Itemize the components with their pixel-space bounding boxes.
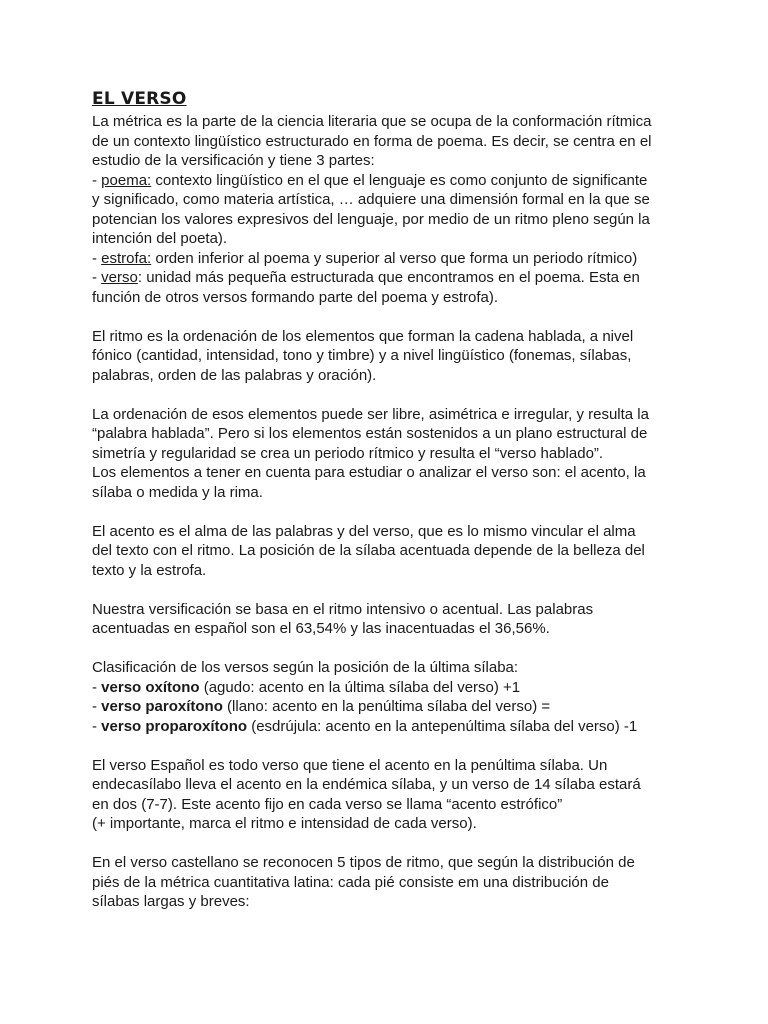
text-line: El ritmo es la ordenación de los elementos que forman la cadena hablada, a nivel	[92, 327, 634, 345]
paragraph-gap	[92, 580, 678, 600]
versificacion-paragraph	[92, 600, 678, 639]
paragraph-gap	[92, 307, 678, 327]
text-line: y significado, como materia artística, … adquiere una dimensión formal en la que se	[92, 191, 650, 208]
text-segment: contexto lingüístico en el que el lenguaje es como conjunto de significante	[151, 171, 648, 189]
text-line: del texto con el ritmo. La posición de la sílaba acentuada depende de la belleza del	[92, 542, 645, 559]
term-proparoxitono: verso proparoxítono	[101, 717, 248, 735]
text-line: endecasílabo lleva el acento en la endémica sílaba, y un verso de 14 sílaba estará	[92, 776, 641, 793]
text-line: El acento es el alma de las palabras y del verso, que es lo mismo vincular el alma	[92, 522, 636, 540]
list-dash: -	[92, 678, 102, 696]
document-page	[92, 88, 678, 912]
part-verso	[92, 268, 678, 288]
list-item	[92, 717, 678, 737]
part-poema	[92, 171, 678, 191]
term-paroxitono: verso paroxítono	[101, 698, 223, 715]
text-line: intención del poeta).	[92, 230, 228, 247]
text-line: simetría y regularidad se crea un periodo rítmico y resulta el “verso hablado”.	[92, 444, 604, 462]
text-line: texto y la estrofa.	[92, 561, 207, 579]
text-line: función de otros versos formando parte del poema y estrofa).	[92, 288, 499, 306]
intro-paragraph	[92, 112, 678, 307]
list-dash: -	[92, 171, 102, 189]
text-line: En el verso castellano se reconocen 5 tipos de ritmo, que según la distribución de	[92, 854, 635, 871]
paragraph-gap	[92, 385, 678, 405]
clasificacion-paragraph	[92, 658, 678, 736]
text-segment: : unidad más pequeña estructurada que encontramos en el poema. Esta en	[137, 269, 640, 286]
text-line: La métrica es la parte de la ciencia literaria que se ocupa de la conformación rítmica	[92, 113, 652, 130]
text-segment: orden inferior al poema y superior al verso que forma un periodo rítmico)	[151, 249, 638, 267]
text-line: palabras, orden de las palabras y oración).	[92, 366, 377, 384]
castellano-paragraph	[92, 853, 678, 912]
text-line: La ordenación de esos elementos puede ser libre, asimétrica e irregular, y resulta la	[92, 405, 649, 423]
paragraph-gap	[92, 639, 678, 659]
term-oxitono: verso oxítono	[101, 678, 200, 696]
text-line: de un contexto lingüístico estructurado en forma de poema. Es decir, se centra en el	[92, 132, 652, 150]
term-estrofa: estrofa:	[101, 249, 152, 267]
ordenacion-paragraph	[92, 405, 678, 503]
text-line: Clasificación de los versos según la posición de la última sílaba:	[92, 659, 519, 676]
list-item	[92, 678, 678, 698]
text-segment: (esdrújula: acento en la antepenúltima sílaba del verso) -1	[247, 717, 638, 735]
part-estrofa	[92, 249, 678, 269]
term-verso: verso	[101, 269, 138, 286]
list-dash: -	[92, 249, 102, 267]
ritmo-paragraph	[92, 327, 678, 386]
text-line: piés de la métrica cuantitativa latina: cada pié consiste em una distribución de	[92, 873, 609, 891]
text-line: potencian los valores expresivos del lenguaje, por medio de un ritmo pleno según la	[92, 210, 650, 228]
document-title: EL VERSO	[92, 89, 187, 109]
list-dash: -	[92, 269, 102, 286]
text-line: sílaba o medida y la rima.	[92, 483, 263, 501]
list-dash: -	[92, 698, 102, 715]
term-poema: poema:	[101, 171, 152, 189]
text-line: (+ importante, marca el ritmo e intensidad de cada verso).	[92, 815, 477, 832]
paragraph-gap	[92, 502, 678, 522]
text-line: acentuadas en español son el 63,54% y las inacentuadas el 36,56%.	[92, 620, 550, 637]
text-line: Los elementos a tener en cuenta para estudiar o analizar el verso son: el acento, la	[92, 464, 646, 481]
paragraph-gap	[92, 834, 678, 854]
acento-paragraph	[92, 522, 678, 581]
text-segment: (agudo: acento en la última sílaba del verso) +1	[199, 678, 521, 696]
text-line: Nuestra versificación se basa en el ritmo intensivo o acentual. Las palabras	[92, 600, 594, 618]
list-item	[92, 697, 678, 717]
text-line: sílabas largas y breves:	[92, 893, 250, 910]
text-line: estudio de la versificación y tiene 3 partes:	[92, 152, 375, 169]
text-line: “palabra hablada”. Pero si los elementos están sostenidos a un plano estructural de	[92, 425, 648, 442]
text-segment: (llano: acento en la penúltima sílaba del verso) =	[222, 698, 551, 715]
paragraph-gap	[92, 736, 678, 756]
text-line: fónico (cantidad, intensidad, tono y timbre) y a nivel lingüístico (fonemas, sílabas,	[92, 347, 632, 364]
text-line: en dos (7-7). Este acento fijo en cada verso se llama “acento estrófico”	[92, 795, 563, 813]
espanol-paragraph	[92, 756, 678, 834]
text-line: El verso Español es todo verso que tiene el acento en la penúltima sílaba. Un	[92, 756, 608, 774]
list-dash: -	[92, 717, 102, 735]
